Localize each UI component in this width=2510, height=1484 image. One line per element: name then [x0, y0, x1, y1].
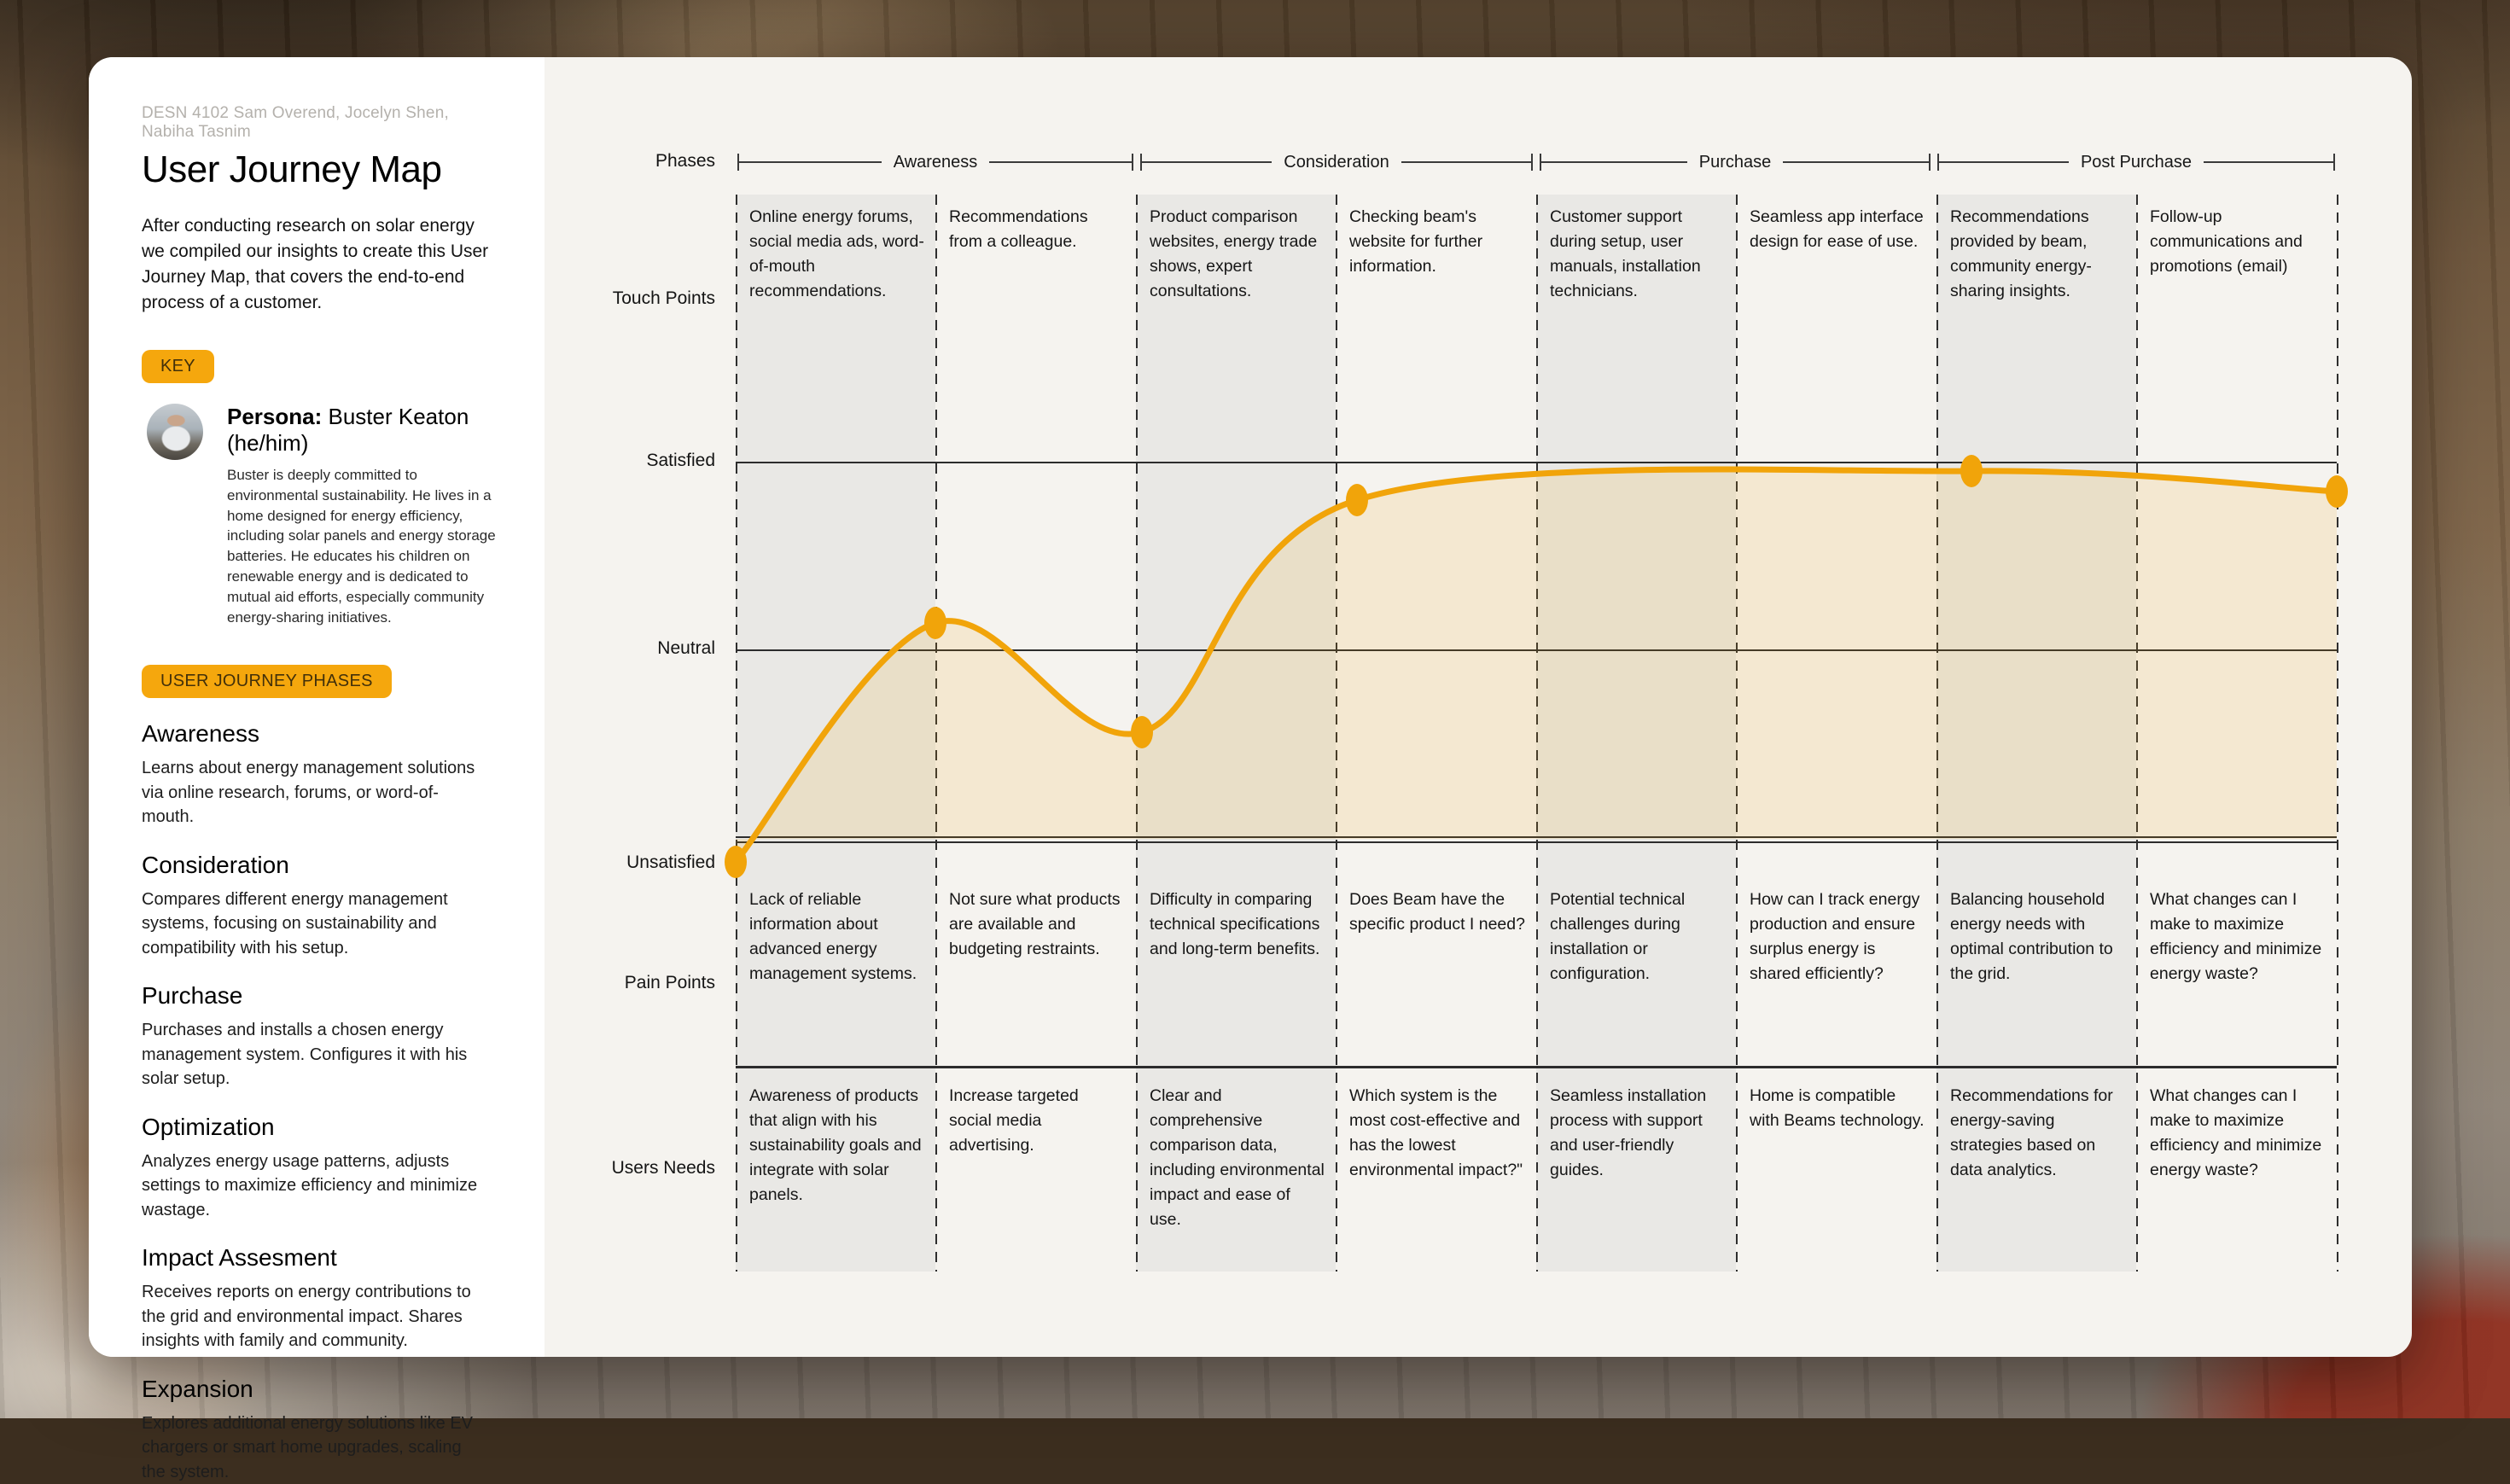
pain-point-cell: Difficulty in comparing technical specifications and long-term benefits.: [1150, 890, 1320, 958]
pain-point-cell: Does Beam have the specific product I need?: [1349, 890, 1525, 934]
dashed-divider: [736, 195, 737, 1272]
persona-name: Buster Keaton (he/him): [227, 404, 469, 456]
satisfied-line: [736, 462, 2337, 463]
users-need-cell: Recommendations for energy-saving strategies based on data analytics.: [1950, 1086, 2113, 1179]
touch-point-cell: Product comparison websites, energy trade shows, expert consultations.: [1150, 207, 1318, 300]
bracket-tick: [1531, 154, 1533, 171]
touch-point-cell: Customer support during setup, user manuals, installation technicians.: [1550, 207, 1701, 300]
section-body-consideration: Compares different energy management systems, focusing on sustainability and compatibility with his setup.: [142, 889, 448, 957]
users-need-cell: Increase targeted social media advertising.: [949, 1086, 1079, 1155]
section-body-expansion: Explores additional energy solutions like EV chargers or smart home upgrades, scaling the system.: [142, 1413, 473, 1481]
section-body-purchase: Purchases and installs a chosen energy management system. Configures it with his solar setup.: [142, 1021, 468, 1089]
phase-bracket-purchase: [1540, 151, 1931, 173]
pain-point-cell: Potential technical challenges during installation or configuration.: [1550, 890, 1686, 983]
pain-point-cell: How can I track energy production and ensure surplus energy is shared efficiently?: [1750, 890, 1920, 983]
row-label-pain-points: Pain Points: [624, 973, 715, 992]
phase-label-awareness: Awareness: [893, 152, 978, 172]
neutral-line: [736, 649, 2337, 651]
phase-label-post-purchase: Post Purchase: [2080, 152, 2193, 172]
section-title-impact-assesment: Impact Assesment: [142, 1244, 337, 1272]
pain-point-cell: What changes can I make to maximize efficiency and minimize energy waste?: [2150, 890, 2322, 983]
section-body-awareness: Learns about energy management solutions via online research, forums, or word-of-mouth.: [142, 759, 475, 827]
user-journey-phases-badge: USER JOURNEY PHASES: [142, 665, 392, 698]
persona-section: [142, 404, 502, 627]
section-body-impact-assesment: Receives reports on energy contributions to the grid and environmental impact. Shares insights with family and community.: [142, 1283, 471, 1351]
section-title-purchase: Purchase: [142, 982, 243, 1010]
row-label-users-needs: Users Needs: [611, 1158, 715, 1178]
unsatisfied-line-bottom: [736, 841, 2337, 843]
sidebar: [89, 57, 545, 1481]
pain-point-cell: Lack of reliable information about advanced energy management systems.: [749, 890, 917, 983]
course-credit: DESN 4102 Sam Overend, Jocelyn Shen, Nabiha Tasnim: [142, 104, 449, 141]
users-need-cell: Which system is the most cost-effective and has the lowest environmental impact?": [1349, 1086, 1523, 1179]
pain-point-cell: Balancing household energy needs with optimal contribution to the grid.: [1950, 890, 2113, 983]
phases-row-label: Phases: [655, 151, 715, 171]
row-label-touch-points: Touch Points: [612, 288, 715, 308]
persona-label: Persona:: [227, 404, 323, 429]
persona-avatar: [147, 404, 203, 460]
row-label-neutral: Neutral: [657, 638, 715, 658]
touch-point-cell: Online energy forums, social media ads, word-of-mouth recommendations.: [749, 207, 924, 300]
persona-description: Buster is deeply committed to environmental sustainability. He lives in a home designed for energy efficiency, including solar panels and energy storage batteries. He educates his children on renewable energy and is dedicated to mutual aid efforts, especially community energy-sharing initiatives.: [227, 467, 496, 626]
section-title-consideration: Consideration: [142, 851, 289, 878]
users-need-cell: Home is compatible with Beams technology.: [1750, 1086, 1925, 1130]
pain-point-cell: Not sure what products are available and budgeting restraints.: [949, 890, 1121, 958]
phase-label-purchase: Purchase: [1698, 152, 1772, 172]
phase-bracket-awareness: [737, 151, 1133, 173]
dashed-divider: [1736, 195, 1738, 1272]
section-body-optimization: Analyzes energy usage patterns, adjusts settings to maximize efficiency and minimize wastage.: [142, 1151, 478, 1219]
dashed-divider: [935, 195, 937, 1272]
dashed-divider: [1136, 195, 1138, 1272]
phase-label-consideration: Consideration: [1284, 152, 1389, 172]
touch-point-cell: Seamless app interface design for ease of use.: [1750, 207, 1924, 251]
touch-point-cell: Follow-up communications and promotions (email): [2150, 207, 2303, 276]
users-need-cell: Seamless installation process with support and user-friendly guides.: [1550, 1086, 1707, 1179]
phase-definitions: [142, 720, 502, 1484]
phase-bracket-consideration: [1140, 151, 1533, 173]
dashed-divider: [1336, 195, 1337, 1272]
section-title-expansion: Expansion: [142, 1375, 253, 1402]
touch-point-cell: Recommendations provided by beam, community energy-sharing insights.: [1950, 207, 2092, 300]
bracket-tick: [1132, 154, 1133, 171]
touch-point-cell: Recommendations from a colleague.: [949, 207, 1088, 251]
dashed-divider: [2337, 195, 2338, 1272]
dashed-divider: [1936, 195, 1938, 1272]
persona-heading: [227, 404, 500, 457]
touch-point-cell: Checking beam's website for further information.: [1349, 207, 1483, 276]
users-need-cell: Awareness of products that align with his sustainability goals and integrate with solar panels.: [749, 1086, 922, 1204]
dashed-divider: [1536, 195, 1538, 1272]
bracket-tick: [1929, 154, 1931, 171]
section-title-optimization: Optimization: [142, 1113, 275, 1140]
phase-bracket-post-purchase: [1937, 151, 2335, 173]
key-badge: KEY: [142, 350, 214, 383]
row-label-unsatisfied: Unsatisfied: [626, 853, 715, 872]
bracket-tick: [2333, 154, 2335, 171]
page-title: User Journey Map: [142, 148, 442, 190]
users-need-cell: Clear and comprehensive comparison data, including environmental impact and ease of use.: [1150, 1086, 1325, 1229]
unsatisfied-line-top: [736, 836, 2337, 838]
dashed-divider: [2136, 195, 2138, 1272]
section-title-awareness: Awareness: [142, 720, 260, 748]
users-need-cell: What changes can I make to maximize efficiency and minimize energy waste?: [2150, 1086, 2322, 1179]
needs-divider-line: [736, 1066, 2337, 1068]
intro-paragraph: After conducting research on solar energy we compiled our insights to create this User Journey Map, that covers the end-to-end process of a customer.: [142, 216, 489, 312]
row-label-satisfied: Satisfied: [646, 451, 715, 470]
